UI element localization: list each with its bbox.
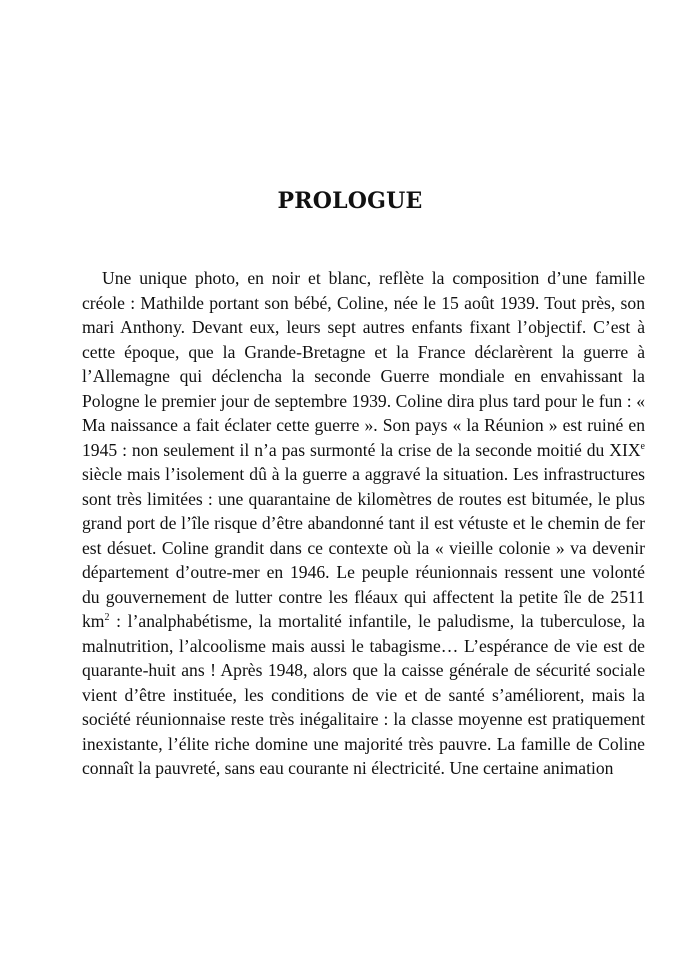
- paragraph-text-part1: Une unique photo, en noir et blanc, reflète la composition d’une famille créole : Mathilde portant son bébé, Coline, née le 15 août 1939. Tout près, son mari Anthony. Devant eux, leurs sept autres enfants fixant l’objectif. C’est à cette époque, que la Grande-Bretagne et la France déclarèrent la guerre à l’Allemagne qui déclencha la seconde Guerre mondiale en envahissant la Pologne le premier jour de septembre 1939. Coline dira plus tard pour le fun : « Ma naissance a fait éclater cette guerre ». Son pays « la Réunion » est ruiné en 1945 : non seulement il n’a pas surmonté la crise de la seconde moitié du XIX: [82, 268, 645, 460]
- paragraph-text-part3: : l’analphabétisme, la mortalité infantile, le paludisme, la tuberculose, la malnutrition, l’alcoolisme mais aussi le tabagisme… L’espérance de vie est de quarante-huit ans ! Après 1948, alors que la caisse générale de sécurité sociale vient d’être instituée, les conditions de vie et de santé s’améliorent, mais la société réunionnaise reste très inégalitaire : la classe moyenne est pratiquement inexistante, l’élite riche domine une majorité très pauvre. La famille de Coline connaît la pauvreté, sans eau courante ni électricité. Une certaine animation: [82, 611, 645, 778]
- body-paragraph: [82, 266, 645, 781]
- paragraph-text-part2: siècle mais l’isolement dû à la guerre a aggravé la situation. Les infrastructures sont très limitées : une quarantaine de kilomètres de routes est bitumée, le plus grand port de l’île risque d’être abandonné tant il est vétuste et le chemin de fer est désuet. Coline grandit dans ce contexte où la « vieille colonie » va devenir département d’outre-mer en 1946. Le peuple réunionnais ressent une volonté du gouvernement de lutter contre les fléaux qui affectent la petite île de 2511 km: [82, 464, 645, 631]
- century-superscript: e: [640, 440, 645, 452]
- chapter-title: PROLOGUE: [277, 188, 423, 214]
- area-superscript: 2: [104, 612, 110, 624]
